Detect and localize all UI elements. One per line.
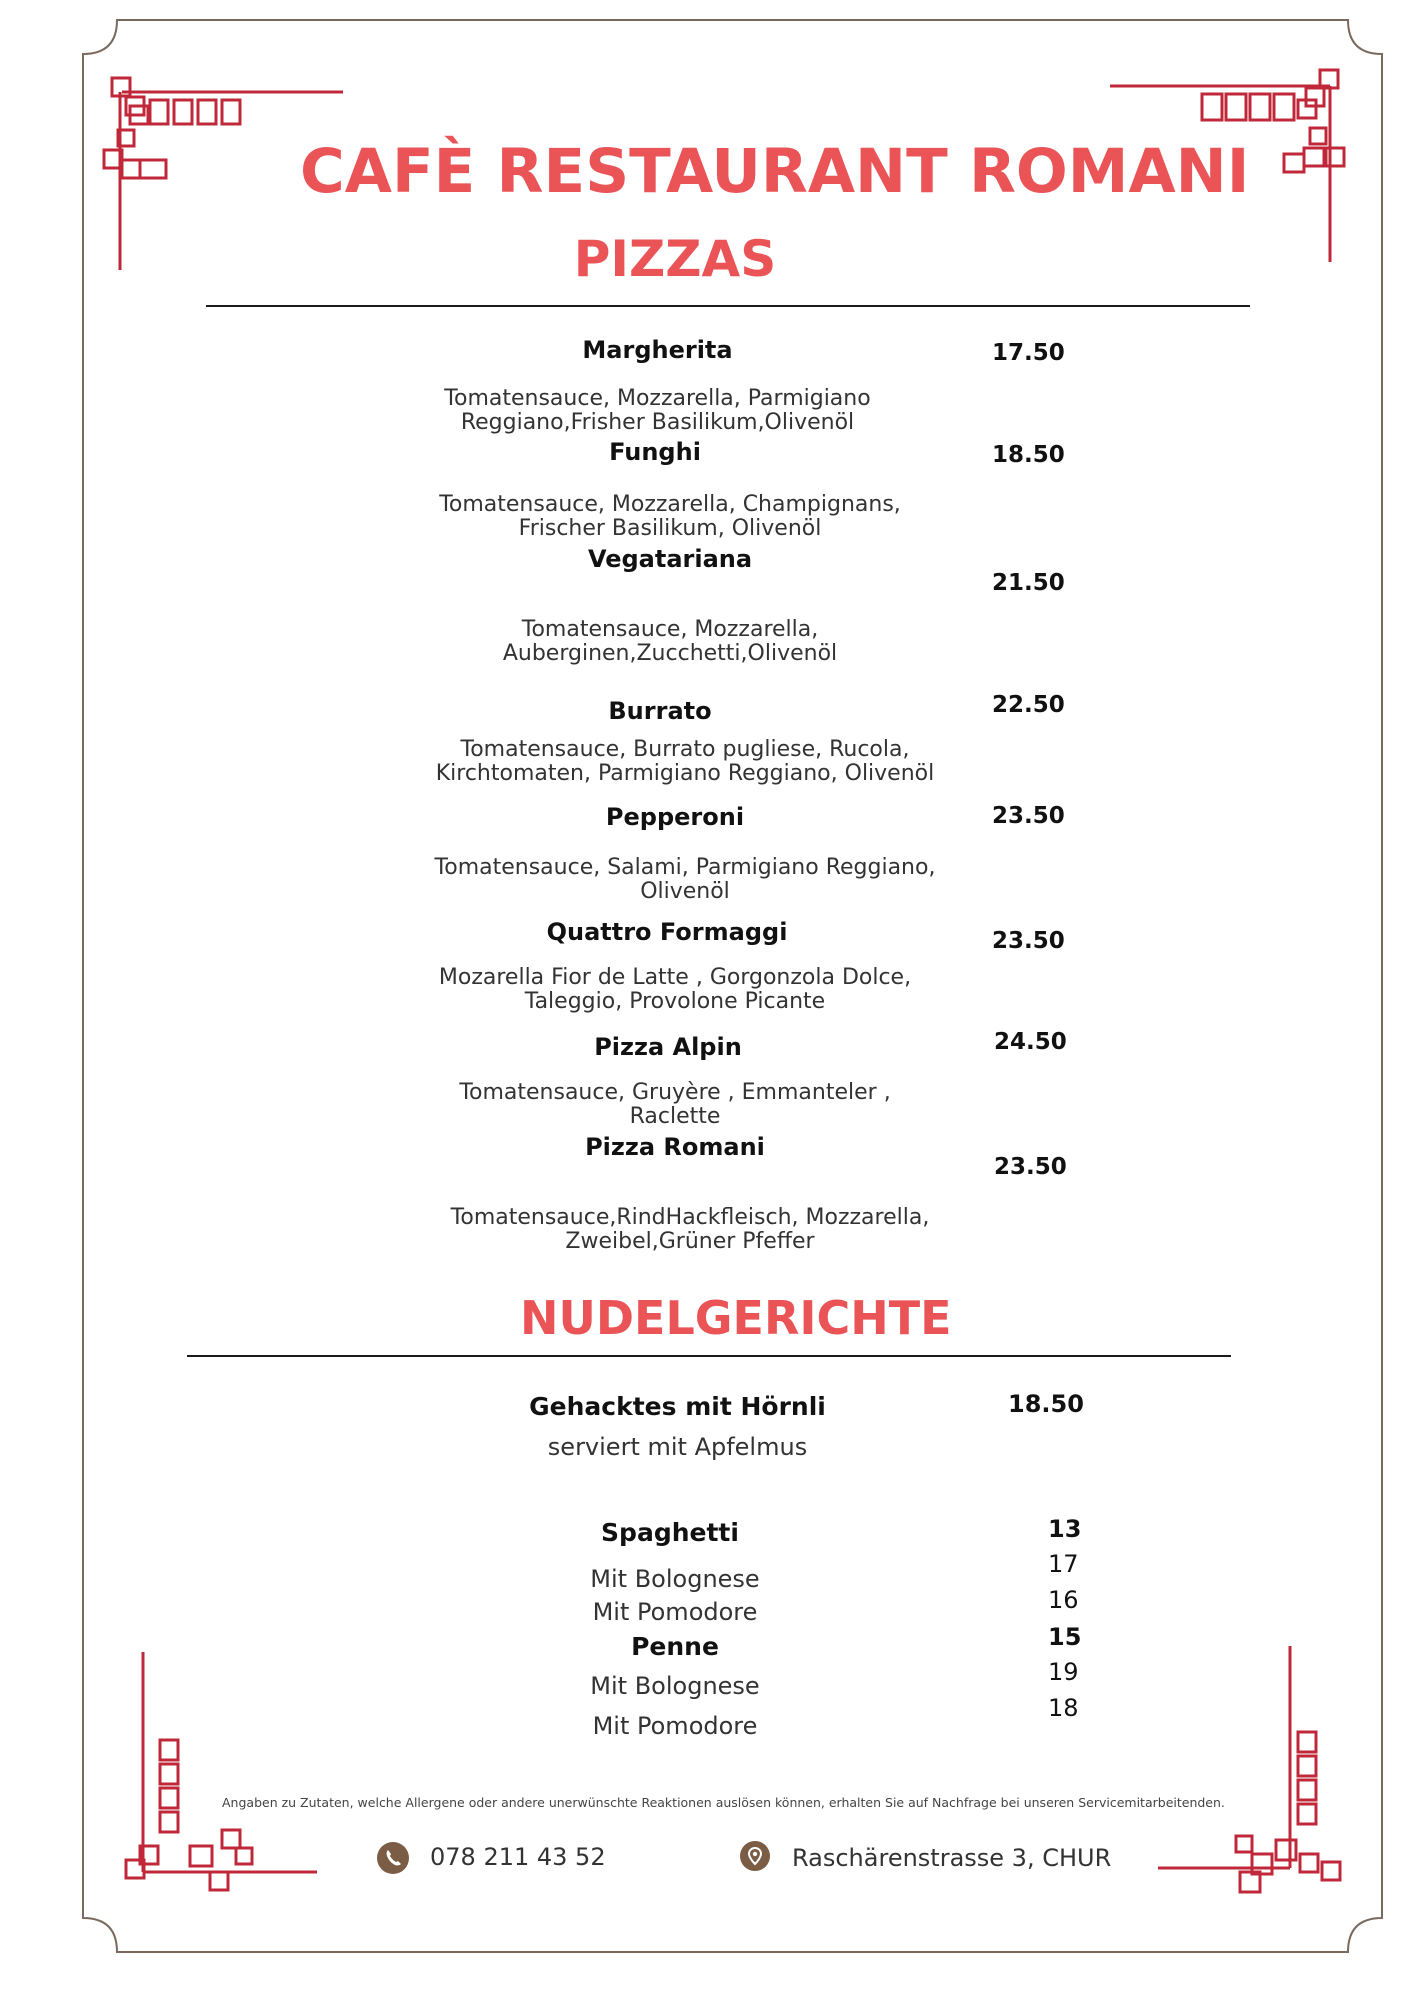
pizza-name: Margherita xyxy=(582,336,733,364)
pizza-name: Pizza Alpin xyxy=(594,1033,742,1061)
pasta-name: Penne xyxy=(631,1632,719,1661)
phone-number[interactable]: 078 211 43 52 xyxy=(430,1843,606,1871)
pizza-description: Tomatensauce, Salami, Parmigiano Reggiano, Olivenöl xyxy=(434,855,936,904)
pasta-option-price: 19 xyxy=(1048,1658,1079,1686)
phone-icon xyxy=(377,1842,409,1874)
pizza-price: 17.50 xyxy=(992,340,1065,366)
nudelgerichte-heading: NUDELGERICHTE xyxy=(520,1291,952,1345)
pizza-description: Tomatensauce, Gruyère , Emmanteler , Raclette xyxy=(459,1080,891,1129)
pasta-option: Mit Bolognese xyxy=(590,1672,760,1700)
pizza-price: 21.50 xyxy=(992,570,1065,596)
corner-ornament-bottom-right xyxy=(1158,1646,1340,1892)
pasta-option: Mit Pomodore xyxy=(592,1712,758,1740)
pizza-name: Vegatariana xyxy=(587,545,753,573)
pizza-name: Pizza Romani xyxy=(585,1133,765,1161)
location-pin-icon xyxy=(740,1841,770,1871)
pizza-price: 22.50 xyxy=(992,692,1065,718)
pasta-option-price: 17 xyxy=(1048,1550,1079,1578)
divider-nudelgerichte xyxy=(187,1355,1231,1357)
pizza-name: Burrato xyxy=(608,697,712,725)
corner-ornament-bottom-left xyxy=(126,1652,317,1890)
pizza-price: 23.50 xyxy=(992,803,1065,829)
pizza-description: Mozarella Fior de Latte , Gorgonzola Dolce, Taleggio, Provolone Picante xyxy=(438,965,912,1014)
pizza-description: Tomatensauce,RindHackfleisch, Mozzarella, Zweibel,Grüner Pfeffer xyxy=(450,1205,930,1254)
pizza-description: Tomatensauce, Mozzarella, Parmigiano Reggiano,Frisher Basilikum,Olivenöl xyxy=(444,386,871,435)
pasta-description: serviert mit Apfelmus xyxy=(547,1433,808,1461)
pizza-description: Tomatensauce, Mozzarella, Champignans, Frischer Basilikum, Olivenöl xyxy=(439,492,901,541)
restaurant-name: CAFÈ RESTAURANT ROMANI xyxy=(300,136,1250,207)
pasta-name: Gehacktes mit Hörnli xyxy=(529,1392,826,1421)
pasta-option-price: 18 xyxy=(1048,1694,1079,1722)
allergy-note: Angaben zu Zutaten, welche Allergene oder andere unerwünschte Reaktionen auslösen können, erhalten Sie auf Nachfrage bei unseren Servicemitarbeitenden. xyxy=(222,1795,1225,1810)
pasta-price: 13 xyxy=(1048,1515,1082,1543)
address: Raschärenstrasse 3, CHUR xyxy=(792,1844,1112,1872)
pizza-name: Quattro Formaggi xyxy=(546,918,788,946)
pizza-name: Pepperoni xyxy=(605,803,745,831)
pasta-option: Mit Pomodore xyxy=(592,1598,758,1626)
divider-pizzas xyxy=(206,305,1250,307)
pasta-price: 15 xyxy=(1048,1623,1082,1651)
pizza-price: 23.50 xyxy=(994,1154,1067,1180)
pizza-price: 23.50 xyxy=(992,928,1065,954)
pasta-option-price: 16 xyxy=(1048,1586,1079,1614)
pasta-option: Mit Bolognese xyxy=(590,1565,760,1593)
pizza-description: Tomatensauce, Mozzarella, Auberginen,Zucchetti,Olivenöl xyxy=(502,617,838,666)
pizza-price: 18.50 xyxy=(992,442,1065,468)
pizza-name: Funghi xyxy=(609,438,701,466)
pizza-description: Tomatensauce, Burrato pugliese, Rucola, Kirchtomaten, Parmigiano Reggiano, Olivenöl xyxy=(435,737,935,786)
pizzas-heading: PIZZAS xyxy=(573,230,777,288)
pizza-price: 24.50 xyxy=(994,1029,1067,1055)
pasta-name: Spaghetti xyxy=(601,1518,739,1547)
pasta-price: 18.50 xyxy=(1008,1390,1084,1418)
